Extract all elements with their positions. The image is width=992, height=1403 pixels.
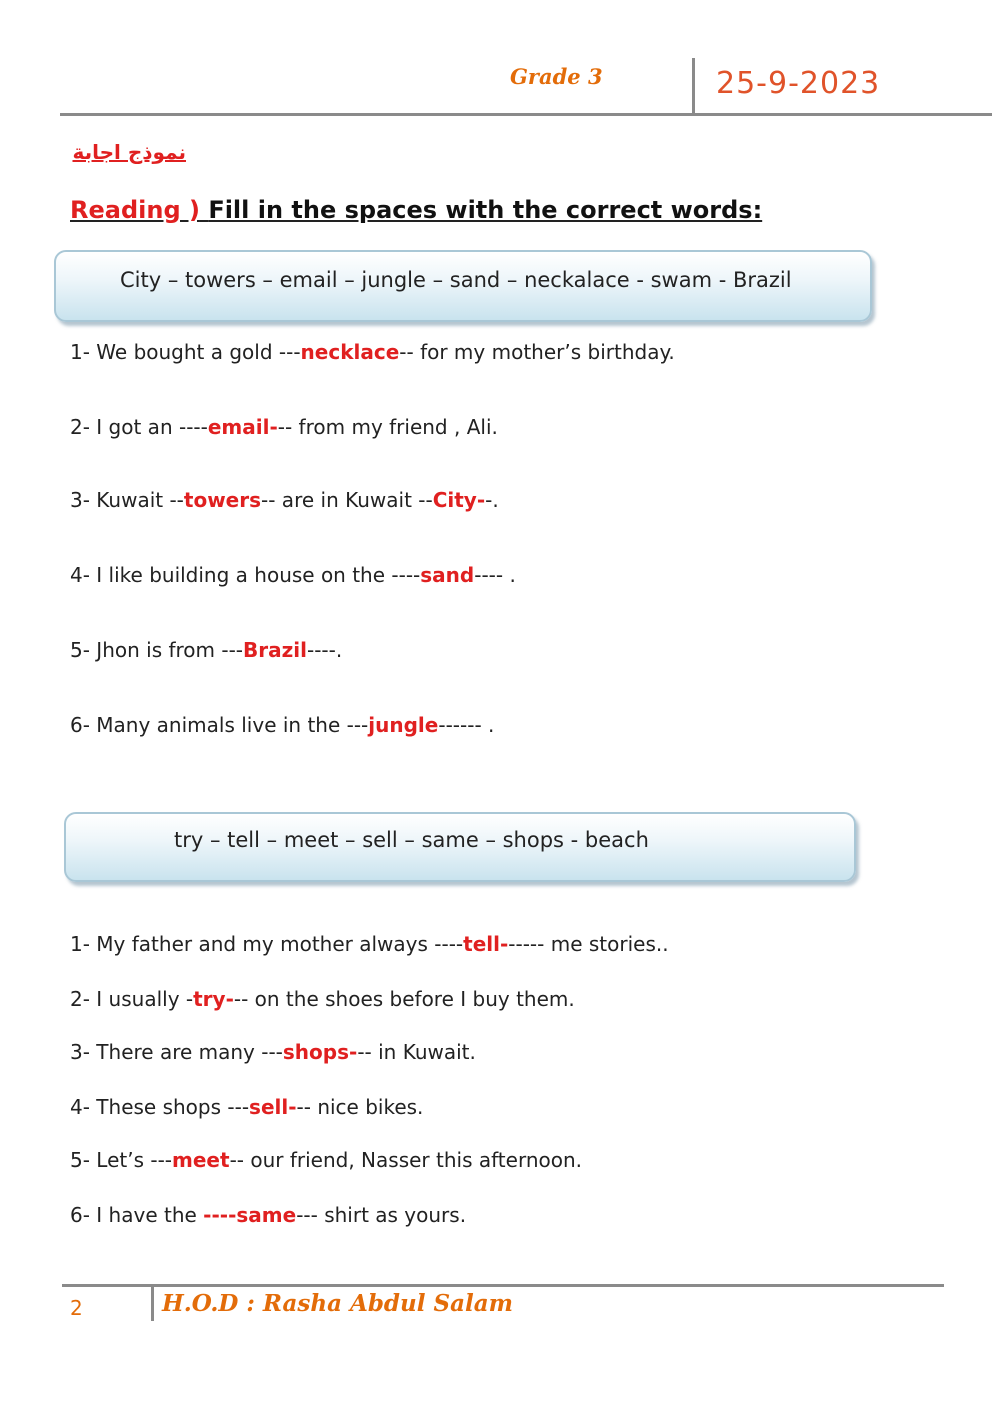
answer-word: sand	[420, 563, 475, 587]
section-heading	[70, 196, 762, 224]
sentence-text: ------ .	[438, 713, 495, 737]
answer-word: meet	[172, 1148, 230, 1172]
sentence-text: ----.	[307, 638, 343, 662]
sentence-2-3	[70, 1040, 476, 1064]
answer-word: email-	[207, 415, 278, 439]
sentence-1-3	[70, 488, 499, 512]
footer-divider-vertical	[151, 1285, 154, 1321]
sentence-text: -- are in Kuwait --	[261, 488, 433, 512]
word-bank-1	[54, 250, 872, 322]
sentence-text: --- shirt as yours.	[296, 1203, 467, 1227]
hod-signature: H.O.D : Rasha Abdul Salam	[162, 1290, 513, 1317]
sentence-1-2	[70, 415, 498, 439]
sentence-2-5	[70, 1148, 582, 1172]
answer-word: shops-	[282, 1040, 358, 1064]
answer-word: ----same	[203, 1203, 297, 1227]
section-instruction: Fill in the spaces with the correct words:	[208, 196, 763, 224]
word-bank-1-text: City – towers – email – jungle – sand – neckalace - swam - Brazil	[120, 268, 792, 292]
sentence-text: 5- Let’s ---	[70, 1148, 173, 1172]
footer-divider	[62, 1284, 944, 1287]
sentence-text: 3- There are many ---	[70, 1040, 283, 1064]
sentence-text: -- on the shoes before I buy them.	[233, 987, 575, 1011]
sentence-text: ---- .	[474, 563, 516, 587]
answer-word: tell-	[463, 932, 509, 956]
sentence-text: 5- Jhon is from ---	[70, 638, 244, 662]
sentence-2-2	[70, 987, 575, 1011]
sentence-text: 4- These shops ---	[70, 1095, 250, 1119]
sentence-text: ----- me stories..	[508, 932, 669, 956]
header-divider-vertical	[692, 58, 695, 114]
word-bank-2	[64, 812, 856, 882]
sentence-1-5	[70, 638, 342, 662]
sentence-text: 6- I have the	[70, 1203, 204, 1227]
sentence-text: -- nice bikes.	[296, 1095, 424, 1119]
section-label: Reading )	[70, 196, 200, 224]
word-bank-2-text: try – tell – meet – sell – same – shops - beach	[174, 828, 649, 852]
answer-word: try-	[193, 987, 234, 1011]
sentence-text: 4- I like building a house on the ----	[70, 563, 421, 587]
header-divider	[60, 113, 992, 116]
sentence-1-1	[70, 340, 675, 364]
grade-label: Grade 3	[510, 64, 603, 89]
sentence-text: -- for my mother’s birthday.	[399, 340, 675, 364]
sentence-2-1	[70, 932, 669, 956]
page-number: 2	[70, 1296, 83, 1320]
answer-word: necklace	[300, 340, 400, 364]
sentence-1-6	[70, 713, 494, 737]
sentence-text: 2- I usually -	[70, 987, 194, 1011]
answer-word: Brazil	[243, 638, 307, 662]
sentence-2-4	[70, 1095, 423, 1119]
answer-word: jungle	[368, 713, 439, 737]
sentence-1-4	[70, 563, 516, 587]
sentence-2-6	[70, 1203, 466, 1227]
sentence-text: -- in Kuwait.	[357, 1040, 476, 1064]
date-label: 25-9-2023	[716, 66, 881, 101]
sentence-text: 1- We bought a gold ---	[70, 340, 301, 364]
sentence-text: 3- Kuwait --	[70, 488, 184, 512]
sentence-text: 6- Many animals live in the ---	[70, 713, 369, 737]
answer-model-label: نموذج اجابة	[72, 140, 186, 164]
sentence-text: 1- My father and my mother always ----	[70, 932, 464, 956]
sentence-text: -- from my friend , Ali.	[277, 415, 498, 439]
sentence-text: -.	[485, 488, 499, 512]
sentence-text: -- our friend, Nasser this afternoon.	[229, 1148, 582, 1172]
answer-word: sell-	[249, 1095, 297, 1119]
sentence-text: 2- I got an ----	[70, 415, 208, 439]
answer-word: City-	[432, 488, 486, 512]
answer-word: towers	[183, 488, 262, 512]
